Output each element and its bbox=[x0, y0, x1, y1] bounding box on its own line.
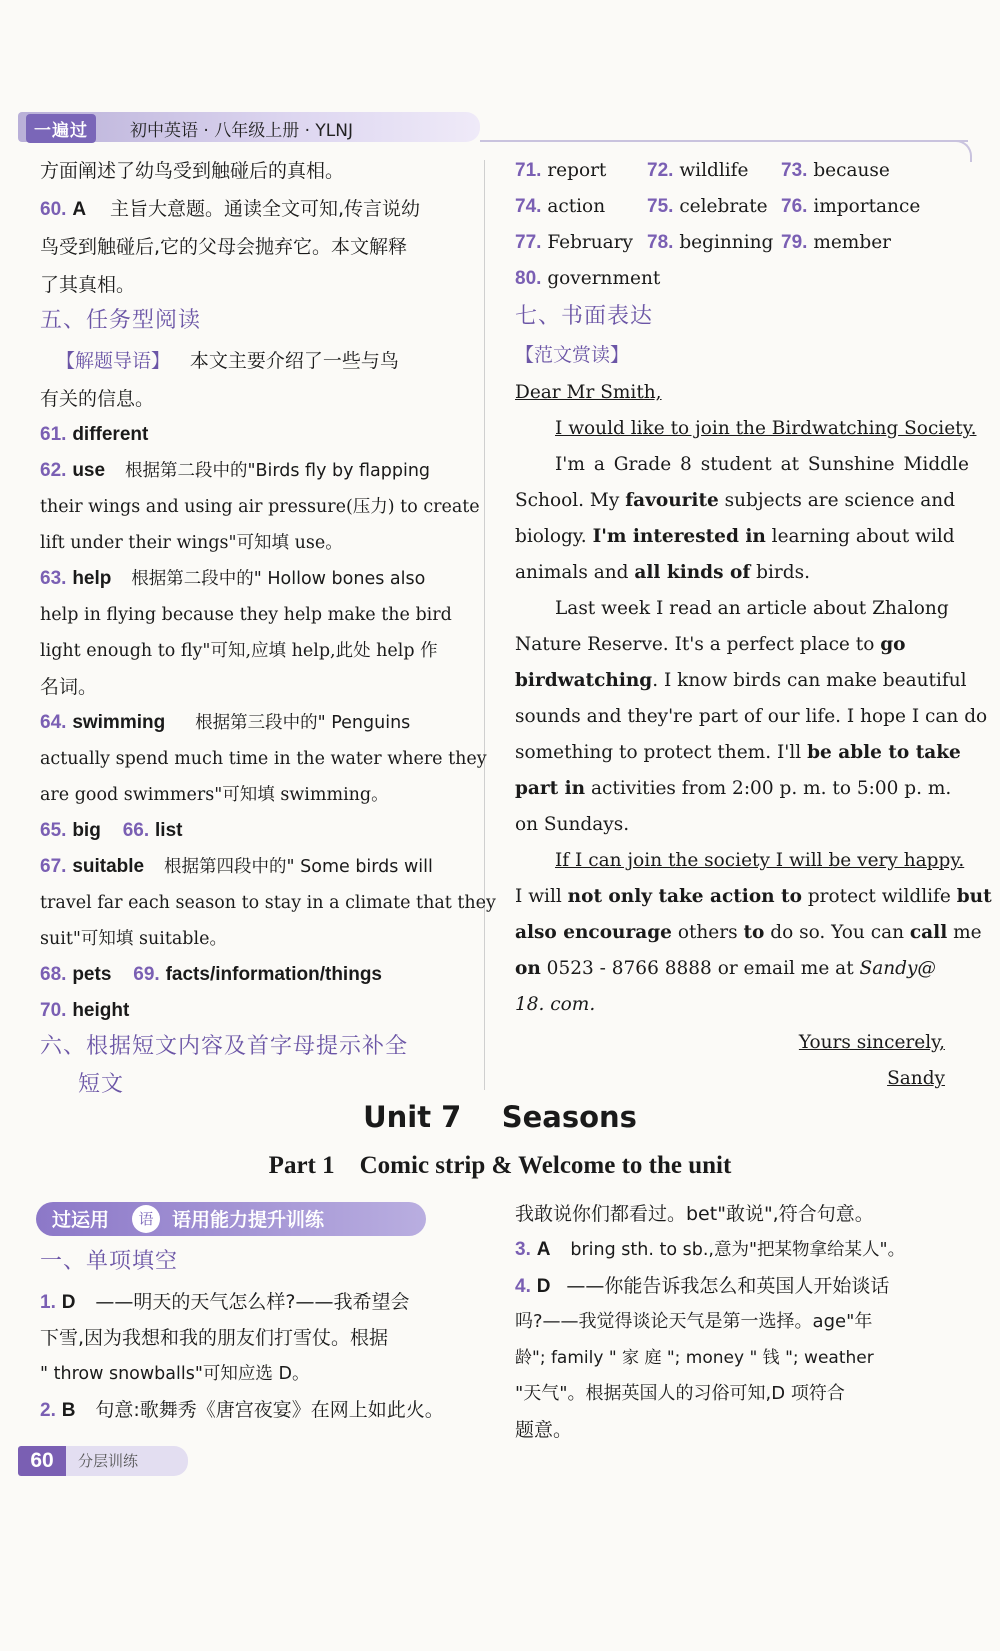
letter-line: I would like to join the Birdwatching Society. bbox=[555, 418, 977, 439]
answer: A bbox=[72, 199, 87, 220]
question-68-69 bbox=[40, 956, 382, 994]
question-number: 65. bbox=[40, 820, 67, 841]
section-heading-6-cont: 短文 bbox=[78, 1072, 125, 1097]
explanation: bring sth. to sb.,意为"把某物拿给某人"。 bbox=[570, 1240, 906, 1260]
letter-line: I'm a Grade 8 student at Sunshine Middle bbox=[555, 454, 969, 475]
letter-line: Nature Reserve. It's a perfect place to go bbox=[515, 634, 906, 655]
text-line: 鸟受到触碰后,它的父母会抛弃它。本文解释 bbox=[40, 236, 408, 258]
letter-closing: Yours sincerely, bbox=[798, 1032, 945, 1053]
answer: height bbox=[72, 1000, 130, 1021]
answer: action bbox=[547, 196, 606, 217]
question-number: 77. bbox=[515, 232, 542, 253]
letter-line: also encourage others to do so. You can call me bbox=[515, 922, 982, 943]
text-line: actually spend much time in the water where they bbox=[40, 749, 487, 769]
answer: pets bbox=[72, 964, 112, 985]
question-number: 75. bbox=[647, 196, 674, 217]
answers-71-73 bbox=[515, 152, 890, 190]
band-label: 过运用 bbox=[52, 1209, 110, 1231]
letter-line: on 0523 - 8766 8888 or email me at Sandy@ bbox=[515, 958, 936, 979]
answer: D bbox=[61, 1292, 76, 1313]
answer: government bbox=[547, 268, 661, 289]
letter-greeting: Dear Mr Smith, bbox=[515, 382, 662, 403]
text-line: travel far each season to stay in a climate that they bbox=[40, 893, 496, 913]
column-divider bbox=[484, 160, 485, 1090]
guide-text: 本文主要介绍了一些与鸟 bbox=[189, 350, 399, 372]
question-number: 68. bbox=[40, 964, 67, 985]
explanation: 根据第四段中的" Some birds will bbox=[164, 857, 433, 877]
text-line: " throw snowballs"可知应选 D。 bbox=[40, 1364, 310, 1384]
band-subtitle: 语用能力提升训练 bbox=[172, 1209, 325, 1231]
letter-line: School. My favourite subjects are science and bbox=[515, 490, 956, 511]
question-number: 73. bbox=[781, 160, 808, 181]
answer: D bbox=[536, 1276, 551, 1297]
question-67 bbox=[40, 848, 433, 886]
letter-line: part in activities from 2:00 p. m. to 5:00 p. m. bbox=[515, 778, 952, 799]
question-1 bbox=[40, 1284, 409, 1321]
guide bbox=[56, 342, 399, 381]
answer: February bbox=[547, 232, 634, 253]
section-heading-7: 七、书面表达 bbox=[515, 304, 654, 329]
question-number: 64. bbox=[40, 712, 67, 733]
answer: use bbox=[72, 460, 106, 481]
text-line: 了其真相。 bbox=[40, 274, 136, 296]
explanation: 主旨大意题。通读全文可知,传言说幼 bbox=[109, 198, 420, 220]
letter-line: animals and all kinds of birds. bbox=[515, 562, 810, 583]
question-64 bbox=[40, 704, 410, 742]
question-number: 3. bbox=[515, 1239, 531, 1260]
letter-line: biology. I'm interested in learning about wild bbox=[515, 526, 955, 547]
answer: A bbox=[536, 1239, 551, 1260]
explanation: 根据第二段中的" Hollow bones also bbox=[131, 569, 426, 589]
unit-title: Unit 7 Seasons bbox=[363, 1100, 637, 1134]
answer: help bbox=[72, 568, 112, 589]
text-line: 名词。 bbox=[40, 676, 98, 698]
text-line: suit"可知填 suitable。 bbox=[40, 929, 227, 949]
answer: suitable bbox=[72, 856, 145, 877]
text-line: light enough to fly"可知,应填 help,此处 help 作 bbox=[40, 641, 438, 661]
explanation: ——明天的天气怎么样?——我希望会 bbox=[95, 1291, 410, 1313]
question-number: 74. bbox=[515, 196, 542, 217]
series-logo: 一遍过 bbox=[26, 114, 96, 143]
answers-77-79 bbox=[515, 224, 891, 262]
question-number: 1. bbox=[40, 1292, 56, 1313]
question-number: 67. bbox=[40, 856, 67, 877]
question-number: 71. bbox=[515, 160, 542, 181]
explanation: ——你能告诉我怎么和英国人开始谈话 bbox=[566, 1275, 890, 1297]
text-line: 有关的信息。 bbox=[40, 388, 155, 410]
guide-tag: 【解题导语】 bbox=[56, 350, 171, 372]
answer: report bbox=[547, 160, 607, 181]
question-number: 80. bbox=[515, 268, 542, 289]
question-60 bbox=[40, 190, 420, 229]
text-line: 方面阐述了幼鸟受到触碰后的真相。 bbox=[40, 160, 345, 182]
answer: big bbox=[72, 820, 101, 841]
question-62 bbox=[40, 452, 430, 490]
answer: because bbox=[813, 160, 890, 181]
section-heading-6: 六、根据短文内容及首字母提示补全 bbox=[40, 1034, 409, 1059]
letter-line: 18. com. bbox=[515, 994, 596, 1015]
page-number: 60 bbox=[18, 1446, 66, 1476]
question-number: 78. bbox=[647, 232, 674, 253]
text-line: 题意。 bbox=[515, 1419, 573, 1441]
explanation: 根据第三段中的" Penguins bbox=[195, 713, 411, 733]
header-rule-corner bbox=[950, 140, 972, 162]
letter-line: If I can join the society I will be very happy. bbox=[555, 850, 965, 871]
question-number: 4. bbox=[515, 1276, 531, 1297]
question-4 bbox=[515, 1268, 889, 1305]
letter-line: on Sundays. bbox=[515, 814, 630, 835]
text-line: 下雪,因为我想和我的朋友们打雪仗。根据 bbox=[40, 1327, 389, 1349]
question-number: 79. bbox=[781, 232, 808, 253]
text-line: lift under their wings"可知填 use。 bbox=[40, 533, 343, 553]
answer: wildlife bbox=[679, 160, 749, 181]
part-title: Part 1 Comic strip & Welcome to the unit bbox=[268, 1152, 732, 1179]
explanation: 句意:歌舞秀《唐宫夜宴》在网上如此火。 bbox=[95, 1399, 444, 1421]
text-line: their wings and using air pressure(压力) to create bbox=[40, 497, 480, 517]
footer-label: 分层训练 bbox=[66, 1446, 188, 1476]
text-line: 我敢说你们都看过。bet"敢说",符合句意。 bbox=[515, 1203, 874, 1225]
book-title: 初中英语 · 八年级上册 · YLNJ bbox=[130, 121, 354, 141]
letter-line: birdwatching. I know birds can make beautiful bbox=[515, 670, 967, 691]
question-number: 60. bbox=[40, 199, 67, 220]
answer: celebrate bbox=[679, 196, 768, 217]
question-63 bbox=[40, 560, 425, 598]
question-number: 76. bbox=[781, 196, 808, 217]
question-61 bbox=[40, 416, 148, 454]
letter-line: I will not only take action to protect wildlife but bbox=[515, 886, 992, 907]
answer: list bbox=[155, 820, 183, 841]
answer: beginning bbox=[679, 232, 774, 253]
letter-signature: Sandy bbox=[887, 1068, 945, 1089]
answer: member bbox=[813, 232, 891, 253]
answer-80 bbox=[515, 260, 660, 298]
explanation: 根据第二段中的"Birds fly by flapping bbox=[124, 461, 431, 481]
text-line: are good swimmers"可知填 swimming。 bbox=[40, 785, 389, 805]
section-heading-1: 一、单项填空 bbox=[40, 1249, 179, 1274]
text-line: 吗?——我觉得谈论天气是第一选择。age"年 bbox=[515, 1311, 873, 1332]
question-number: 69. bbox=[133, 964, 160, 985]
letter-line: sounds and they're part of our life. I hope I can do bbox=[515, 706, 988, 727]
letter-line: something to protect them. I'll be able to take bbox=[515, 742, 961, 763]
question-number: 62. bbox=[40, 460, 67, 481]
answer: B bbox=[61, 1400, 76, 1421]
question-65-66 bbox=[40, 812, 182, 850]
header-rule bbox=[480, 140, 968, 142]
answer: importance bbox=[813, 196, 921, 217]
question-70 bbox=[40, 992, 129, 1030]
section-heading-5: 五、任务型阅读 bbox=[40, 308, 202, 333]
question-2 bbox=[40, 1392, 444, 1429]
letter-line: Last week I read an article about Zhalong bbox=[555, 598, 949, 619]
answer: swimming bbox=[72, 712, 166, 733]
question-number: 66. bbox=[122, 820, 150, 841]
answer: different bbox=[72, 424, 149, 445]
answer: facts/information/things bbox=[165, 964, 382, 985]
text-line: 龄"; family " 家 庭 "; money " 钱 "; weather bbox=[515, 1348, 874, 1368]
question-number: 2. bbox=[40, 1400, 56, 1421]
question-number: 72. bbox=[647, 160, 674, 181]
text-line: "天气"。根据英国人的习俗可知,D 项符合 bbox=[515, 1383, 845, 1404]
language-icon: 语 bbox=[132, 1205, 160, 1233]
question-number: 61. bbox=[40, 424, 67, 445]
text-line: help in flying because they help make the bird bbox=[40, 605, 452, 625]
model-essay-tag: 【范文赏读】 bbox=[515, 344, 630, 366]
answers-74-76 bbox=[515, 188, 920, 226]
question-3 bbox=[515, 1232, 905, 1268]
question-number: 70. bbox=[40, 1000, 67, 1021]
question-number: 63. bbox=[40, 568, 67, 589]
